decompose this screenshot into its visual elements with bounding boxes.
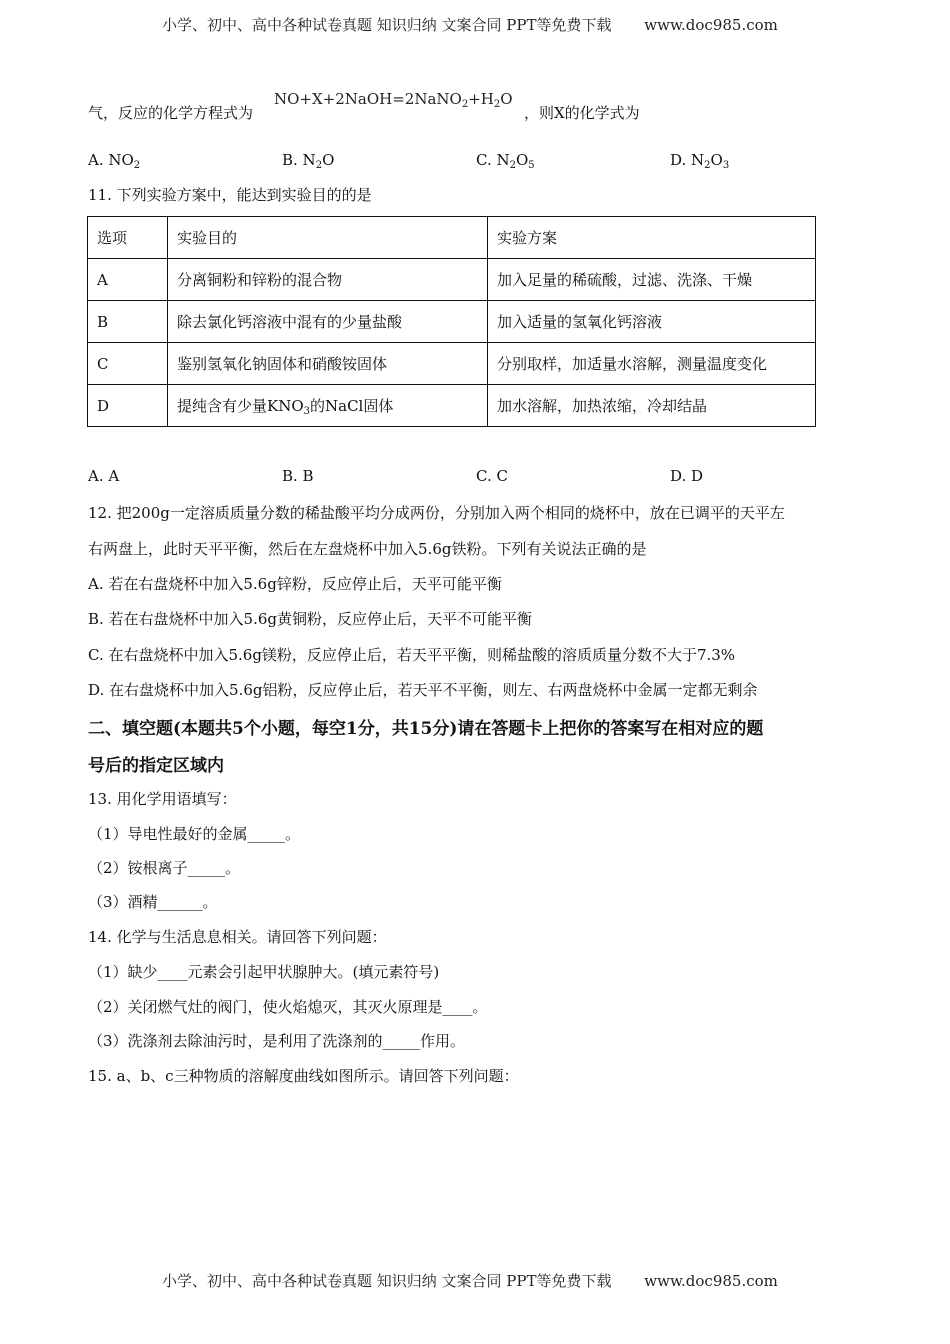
table-row <box>88 301 816 343</box>
q14-stem: 14. 化学与生活息息相关。请回答下列问题： <box>88 928 387 946</box>
q11-option-c: C. C <box>476 467 508 485</box>
q13-item-1: （1）导电性最好的金属_____。 <box>88 825 301 843</box>
q11-option-d: D. D <box>670 467 704 485</box>
q12-option-c: C. 在右盘烧杯中加入5.6g镁粉，反应停止后，若天平平衡，则稀盐酸的溶质质量分数不大于7.3% <box>88 646 736 664</box>
table-header-cell: 选项 <box>88 217 168 259</box>
q13-item-3: （3）酒精______。 <box>88 893 218 911</box>
q10-option-b: B. $N_2O$ <box>282 151 335 171</box>
q12-option-b: B. 若在右盘烧杯中加入5.6g黄铜粉，反应停止后，天平不可能平衡 <box>88 610 533 628</box>
table-cell: 分别取样，加适量水溶解，测量温度变化 <box>488 343 816 385</box>
q12-option-d: D. 在右盘烧杯中加入5.6g铝粉，反应停止后，若天平不平衡，则左、右两盘烧杯中金属一定都无剩余 <box>88 681 758 699</box>
q14-item-1: （1）缺少____元素会引起甲状腺肿大。(填元素符号) <box>88 963 440 981</box>
q10-option-d: D. $N_2O_3$ <box>670 151 730 171</box>
footer-url: www.doc985.com <box>644 1272 778 1290</box>
table-cell: A <box>88 259 168 301</box>
table-cell: 加水溶解，加热浓缩，冷却结晶 <box>488 385 816 427</box>
q10-option-c: C. $N_2O_5$ <box>476 151 535 171</box>
q14-item-3: （3）洗涤剂去除油污时，是利用了洗涤剂的_____作用。 <box>88 1032 466 1050</box>
q13-item-2: （2）铵根离子_____。 <box>88 859 241 877</box>
header-text: 小学、初中、高中各种试卷真题 知识归纳 文案合同 PPT等免费下载 <box>162 16 612 34</box>
chemical-equation: $NO+X+2NaOH=2NaNO_2+H_2O$ <box>274 90 513 110</box>
table-header-row <box>88 217 816 259</box>
q10-suffix: ，则X的化学式为 <box>524 104 640 122</box>
table-cell: 提纯含有少量$KNO_3$的NaCl固体 <box>168 385 488 427</box>
table-header-cell: 实验方案 <box>488 217 816 259</box>
table-cell: 除去氯化钙溶液中混有的少量盐酸 <box>168 301 488 343</box>
table-row <box>88 259 816 301</box>
q11-stem: 11. 下列实验方案中，能达到实验目的的是 <box>88 186 372 204</box>
table-header-cell: 实验目的 <box>168 217 488 259</box>
section2-heading-line1: 二、填空题(本题共5个小题，每空1分，共15分)请在答题卡上把你的答案写在相对应的题 <box>88 719 764 739</box>
table-row <box>88 343 816 385</box>
q15-stem: 15. a、b、c三种物质的溶解度曲线如图所示。请回答下列问题： <box>88 1067 519 1085</box>
table-cell: B <box>88 301 168 343</box>
table-cell: C <box>88 343 168 385</box>
table-cell: 鉴别氢氧化钠固体和硝酸铵固体 <box>168 343 488 385</box>
q10-option-a: A. $NO_2$ <box>88 151 141 171</box>
q11-option-a: A. A <box>88 467 120 485</box>
q14-item-2: （2）关闭燃气灶的阀门，使火焰熄灭，其灭火原理是____。 <box>88 998 488 1016</box>
q12-stem-line1: 12. 把200g一定溶质质量分数的稀盐酸平均分成两份，分别加入两个相同的烧杯中，放在已调平的天平左 <box>88 504 785 522</box>
table-cell: D <box>88 385 168 427</box>
q12-stem-line2: 右两盘上，此时天平平衡，然后在左盘烧杯中加入5.6g铁粉。下列有关说法正确的是 <box>88 540 647 558</box>
table-row <box>88 385 816 427</box>
header-url: www.doc985.com <box>644 16 778 34</box>
footer-text: 小学、初中、高中各种试卷真题 知识归纳 文案合同 PPT等免费下载 <box>162 1272 612 1290</box>
q10-prefix: 气，反应的化学方程式为 <box>88 104 254 122</box>
q11-option-b: B. B <box>282 467 314 485</box>
table-cell: 加入适量的氢氧化钙溶液 <box>488 301 816 343</box>
table-cell: 加入足量的稀硫酸，过滤、洗涤、干燥 <box>488 259 816 301</box>
table-cell: 分离铜粉和锌粉的混合物 <box>168 259 488 301</box>
q13-stem: 13. 用化学用语填写： <box>88 790 237 808</box>
section2-heading-line2: 号后的指定区域内 <box>88 756 224 776</box>
page-footer <box>162 1270 778 1291</box>
q12-option-a: A. 若在右盘烧杯中加入5.6g锌粉，反应停止后，天平可能平衡 <box>88 575 502 593</box>
page-header <box>162 14 778 35</box>
experiment-table <box>87 216 816 427</box>
